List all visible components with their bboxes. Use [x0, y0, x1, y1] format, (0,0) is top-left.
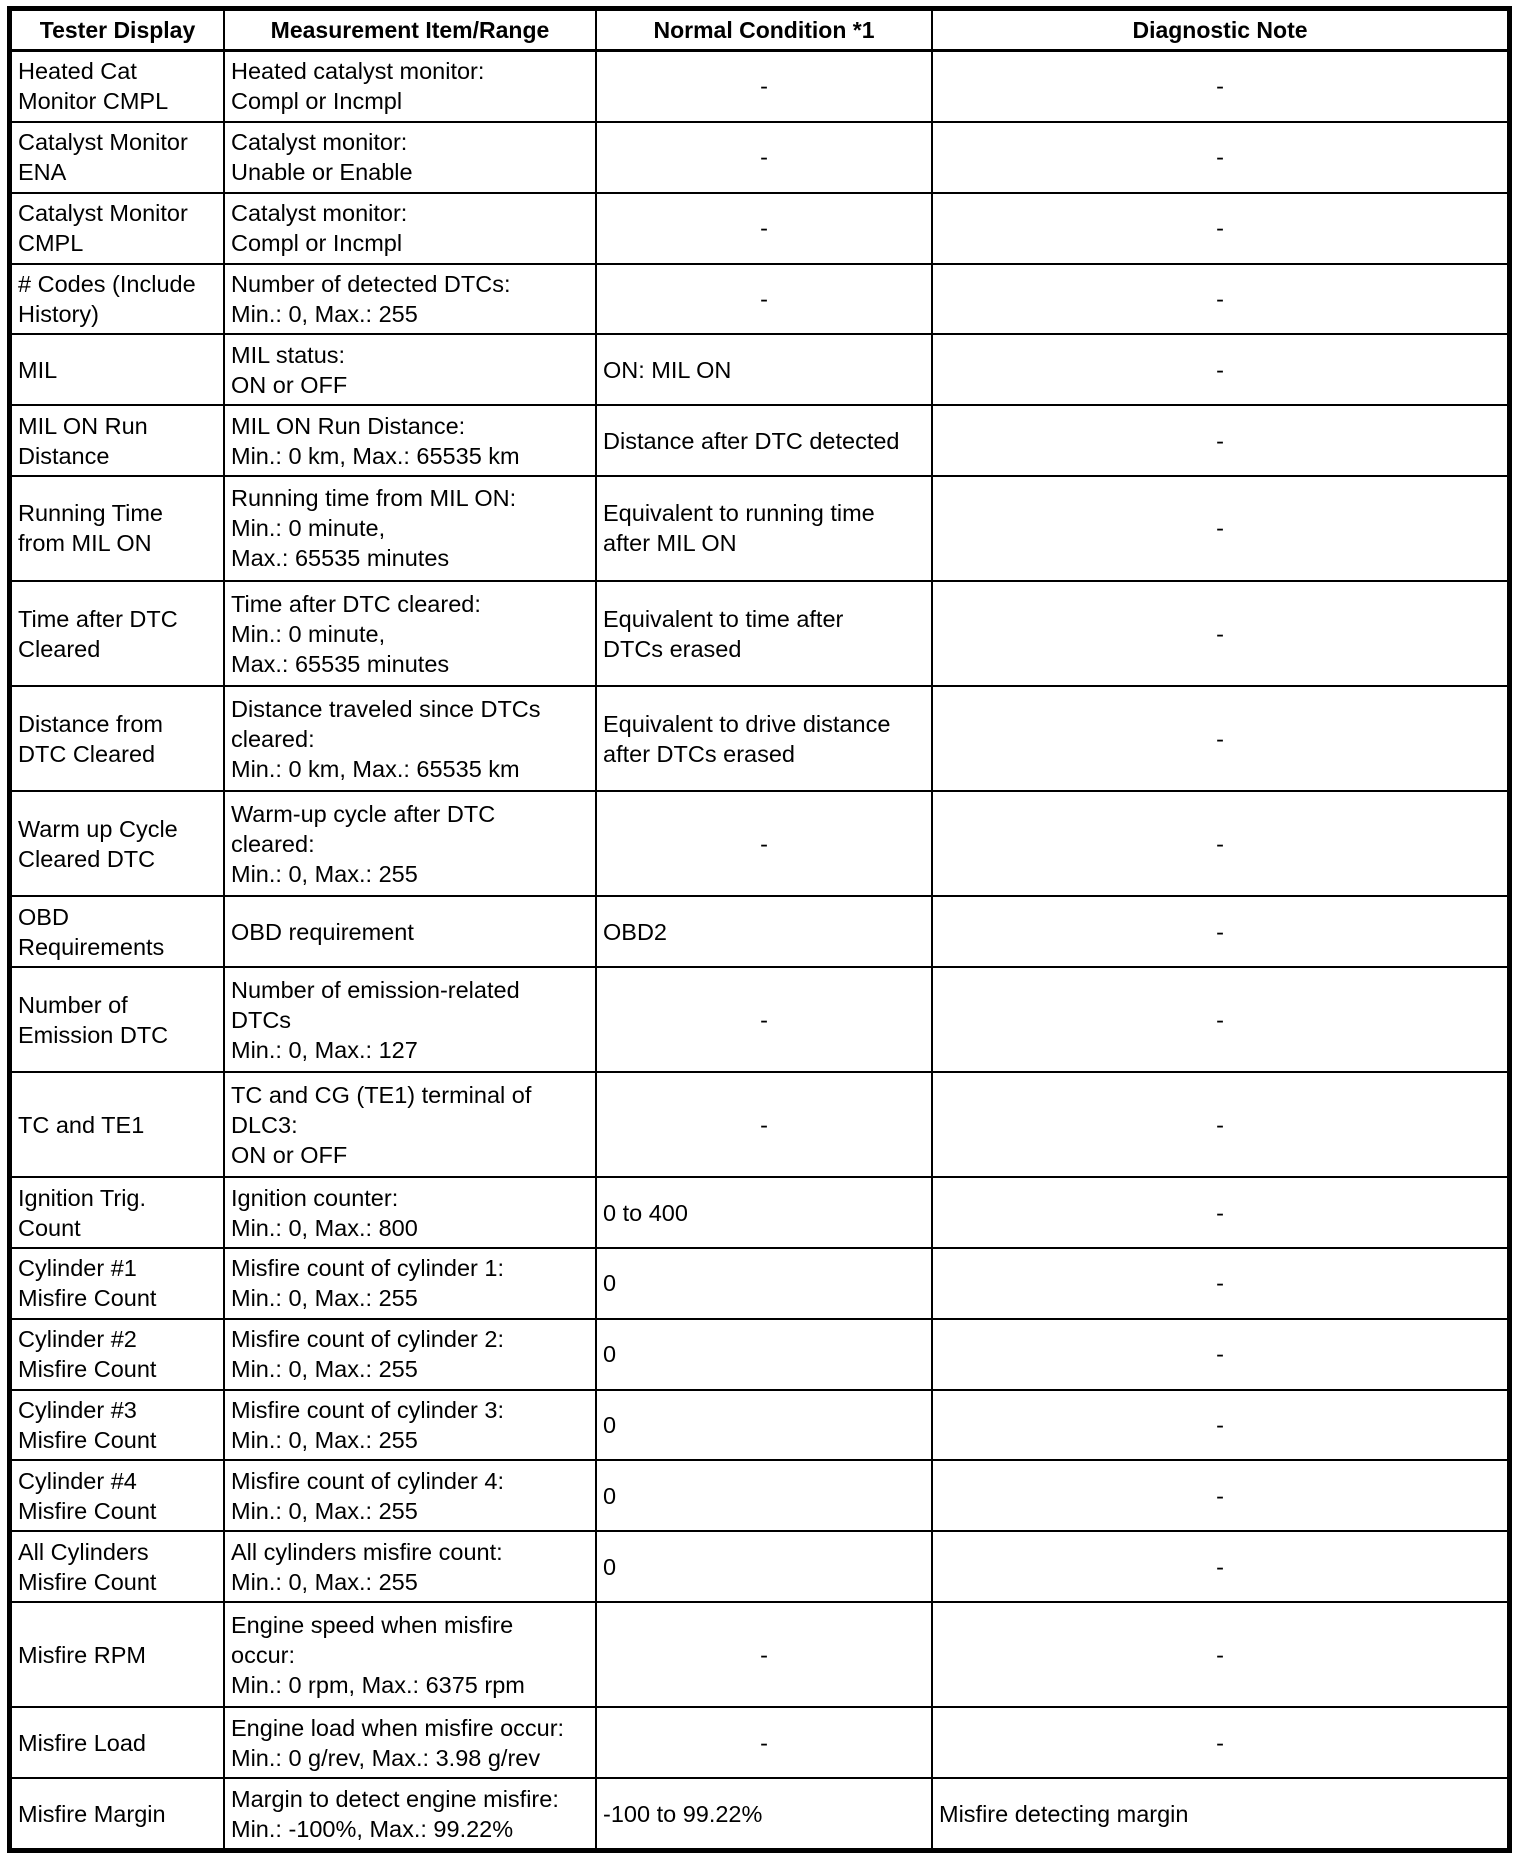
cell-measurement-item-range: TC and CG (TE1) terminal of DLC3: ON or OFF [224, 1072, 596, 1177]
cell-normal-condition: 0 [596, 1531, 932, 1602]
cell-normal-condition: 0 to 400 [596, 1177, 932, 1248]
cell-diagnostic-note: - [932, 51, 1508, 122]
cell-tester-display: Running Time from MIL ON [11, 476, 224, 581]
cell-measurement-item-range: Number of detected DTCs: Min.: 0, Max.: 255 [224, 264, 596, 335]
cell-normal-condition: OBD2 [596, 896, 932, 967]
table-row [11, 967, 1508, 1072]
table-row [11, 1319, 1508, 1390]
cell-tester-display: Warm up Cycle Cleared DTC [11, 791, 224, 896]
cell-tester-display: TC and TE1 [11, 1072, 224, 1177]
cell-normal-condition: Distance after DTC detected [596, 405, 932, 476]
table-row [11, 581, 1508, 686]
cell-tester-display: Misfire Margin [11, 1778, 224, 1849]
cell-measurement-item-range: All cylinders misfire count: Min.: 0, Max.: 255 [224, 1531, 596, 1602]
table-row [11, 686, 1508, 791]
cell-normal-condition: - [596, 1602, 932, 1707]
cell-tester-display: Cylinder #3 Misfire Count [11, 1390, 224, 1461]
cell-tester-display: Ignition Trig. Count [11, 1177, 224, 1248]
table-row [11, 122, 1508, 193]
cell-diagnostic-note: - [932, 405, 1508, 476]
cell-tester-display: Time after DTC Cleared [11, 581, 224, 686]
cell-measurement-item-range: Catalyst monitor: Compl or Incmpl [224, 193, 596, 264]
cell-measurement-item-range: Engine load when misfire occur: Min.: 0 g/rev, Max.: 3.98 g/rev [224, 1707, 596, 1778]
cell-diagnostic-note: - [932, 1072, 1508, 1177]
table-row [11, 1072, 1508, 1177]
cell-diagnostic-note: - [932, 1460, 1508, 1531]
table-row [11, 1248, 1508, 1319]
cell-tester-display: # Codes (Include History) [11, 264, 224, 335]
cell-measurement-item-range: OBD requirement [224, 896, 596, 967]
table-row [11, 193, 1508, 264]
cell-diagnostic-note: - [932, 193, 1508, 264]
cell-diagnostic-note: - [932, 791, 1508, 896]
cell-measurement-item-range: Number of emission-related DTCs Min.: 0, Max.: 127 [224, 967, 596, 1072]
cell-measurement-item-range: Catalyst monitor: Unable or Enable [224, 122, 596, 193]
cell-tester-display: Misfire RPM [11, 1602, 224, 1707]
cell-diagnostic-note: - [932, 581, 1508, 686]
cell-tester-display: Distance from DTC Cleared [11, 686, 224, 791]
cell-measurement-item-range: Misfire count of cylinder 1: Min.: 0, Max.: 255 [224, 1248, 596, 1319]
cell-normal-condition: - [596, 1707, 932, 1778]
cell-tester-display: Heated Cat Monitor CMPL [11, 51, 224, 122]
table-row [11, 264, 1508, 335]
header-diagnostic-note: Diagnostic Note [932, 10, 1508, 51]
cell-normal-condition: 0 [596, 1460, 932, 1531]
cell-normal-condition: - [596, 791, 932, 896]
table-row [11, 1707, 1508, 1778]
cell-diagnostic-note: Misfire detecting margin [932, 1778, 1508, 1849]
cell-normal-condition: - [596, 1072, 932, 1177]
table-header-row [11, 10, 1508, 51]
cell-diagnostic-note: - [932, 122, 1508, 193]
cell-measurement-item-range: MIL status: ON or OFF [224, 334, 596, 405]
cell-tester-display: Cylinder #1 Misfire Count [11, 1248, 224, 1319]
cell-tester-display: Cylinder #4 Misfire Count [11, 1460, 224, 1531]
cell-measurement-item-range: Time after DTC cleared: Min.: 0 minute, Max.: 65535 minutes [224, 581, 596, 686]
cell-measurement-item-range: Misfire count of cylinder 3: Min.: 0, Max.: 255 [224, 1390, 596, 1461]
table-row [11, 896, 1508, 967]
cell-normal-condition: 0 [596, 1319, 932, 1390]
cell-tester-display: Number of Emission DTC [11, 967, 224, 1072]
table-row [11, 476, 1508, 581]
table-row [11, 1177, 1508, 1248]
table-row [11, 1531, 1508, 1602]
table-row [11, 405, 1508, 476]
cell-diagnostic-note: - [932, 896, 1508, 967]
cell-tester-display: All Cylinders Misfire Count [11, 1531, 224, 1602]
cell-tester-display: MIL ON Run Distance [11, 405, 224, 476]
cell-diagnostic-note: - [932, 1531, 1508, 1602]
cell-measurement-item-range: Engine speed when misfire occur: Min.: 0 rpm, Max.: 6375 rpm [224, 1602, 596, 1707]
cell-measurement-item-range: Misfire count of cylinder 2: Min.: 0, Max.: 255 [224, 1319, 596, 1390]
tester-data-table-frame [7, 6, 1512, 1853]
table-row [11, 51, 1508, 122]
cell-measurement-item-range: Distance traveled since DTCs cleared: Min.: 0 km, Max.: 65535 km [224, 686, 596, 791]
cell-measurement-item-range: Heated catalyst monitor: Compl or Incmpl [224, 51, 596, 122]
cell-diagnostic-note: - [932, 967, 1508, 1072]
cell-normal-condition: - [596, 51, 932, 122]
cell-normal-condition: 0 [596, 1248, 932, 1319]
cell-normal-condition: Equivalent to running time after MIL ON [596, 476, 932, 581]
header-measurement-item-range: Measurement Item/Range [224, 10, 596, 51]
cell-tester-display: MIL [11, 334, 224, 405]
cell-measurement-item-range: Running time from MIL ON: Min.: 0 minute, Max.: 65535 minutes [224, 476, 596, 581]
table-row [11, 791, 1508, 896]
cell-diagnostic-note: - [932, 1390, 1508, 1461]
cell-tester-display: Catalyst Monitor ENA [11, 122, 224, 193]
table-row [11, 1602, 1508, 1707]
cell-diagnostic-note: - [932, 1707, 1508, 1778]
cell-diagnostic-note: - [932, 686, 1508, 791]
cell-normal-condition: Equivalent to drive distance after DTCs erased [596, 686, 932, 791]
table-row [11, 1390, 1508, 1461]
header-normal-condition: Normal Condition *1 [596, 10, 932, 51]
cell-diagnostic-note: - [932, 1248, 1508, 1319]
cell-normal-condition: - [596, 122, 932, 193]
cell-normal-condition: ON: MIL ON [596, 334, 932, 405]
cell-diagnostic-note: - [932, 1319, 1508, 1390]
cell-measurement-item-range: Misfire count of cylinder 4: Min.: 0, Max.: 255 [224, 1460, 596, 1531]
cell-normal-condition: 0 [596, 1390, 932, 1461]
cell-diagnostic-note: - [932, 476, 1508, 581]
cell-tester-display: Cylinder #2 Misfire Count [11, 1319, 224, 1390]
cell-normal-condition: - [596, 193, 932, 264]
table-row [11, 1778, 1508, 1849]
tester-data-table [10, 9, 1509, 1850]
table-row [11, 334, 1508, 405]
cell-normal-condition: -100 to 99.22% [596, 1778, 932, 1849]
cell-diagnostic-note: - [932, 334, 1508, 405]
cell-normal-condition: - [596, 264, 932, 335]
cell-tester-display: Misfire Load [11, 1707, 224, 1778]
cell-measurement-item-range: Ignition counter: Min.: 0, Max.: 800 [224, 1177, 596, 1248]
cell-tester-display: Catalyst Monitor CMPL [11, 193, 224, 264]
cell-measurement-item-range: MIL ON Run Distance: Min.: 0 km, Max.: 65535 km [224, 405, 596, 476]
cell-diagnostic-note: - [932, 1177, 1508, 1248]
cell-diagnostic-note: - [932, 1602, 1508, 1707]
cell-tester-display: OBD Requirements [11, 896, 224, 967]
cell-normal-condition: - [596, 967, 932, 1072]
cell-diagnostic-note: - [932, 264, 1508, 335]
cell-normal-condition: Equivalent to time after DTCs erased [596, 581, 932, 686]
table-row [11, 1460, 1508, 1531]
cell-measurement-item-range: Margin to detect engine misfire: Min.: -100%, Max.: 99.22% [224, 1778, 596, 1849]
cell-measurement-item-range: Warm-up cycle after DTC cleared: Min.: 0, Max.: 255 [224, 791, 596, 896]
header-tester-display: Tester Display [11, 10, 224, 51]
